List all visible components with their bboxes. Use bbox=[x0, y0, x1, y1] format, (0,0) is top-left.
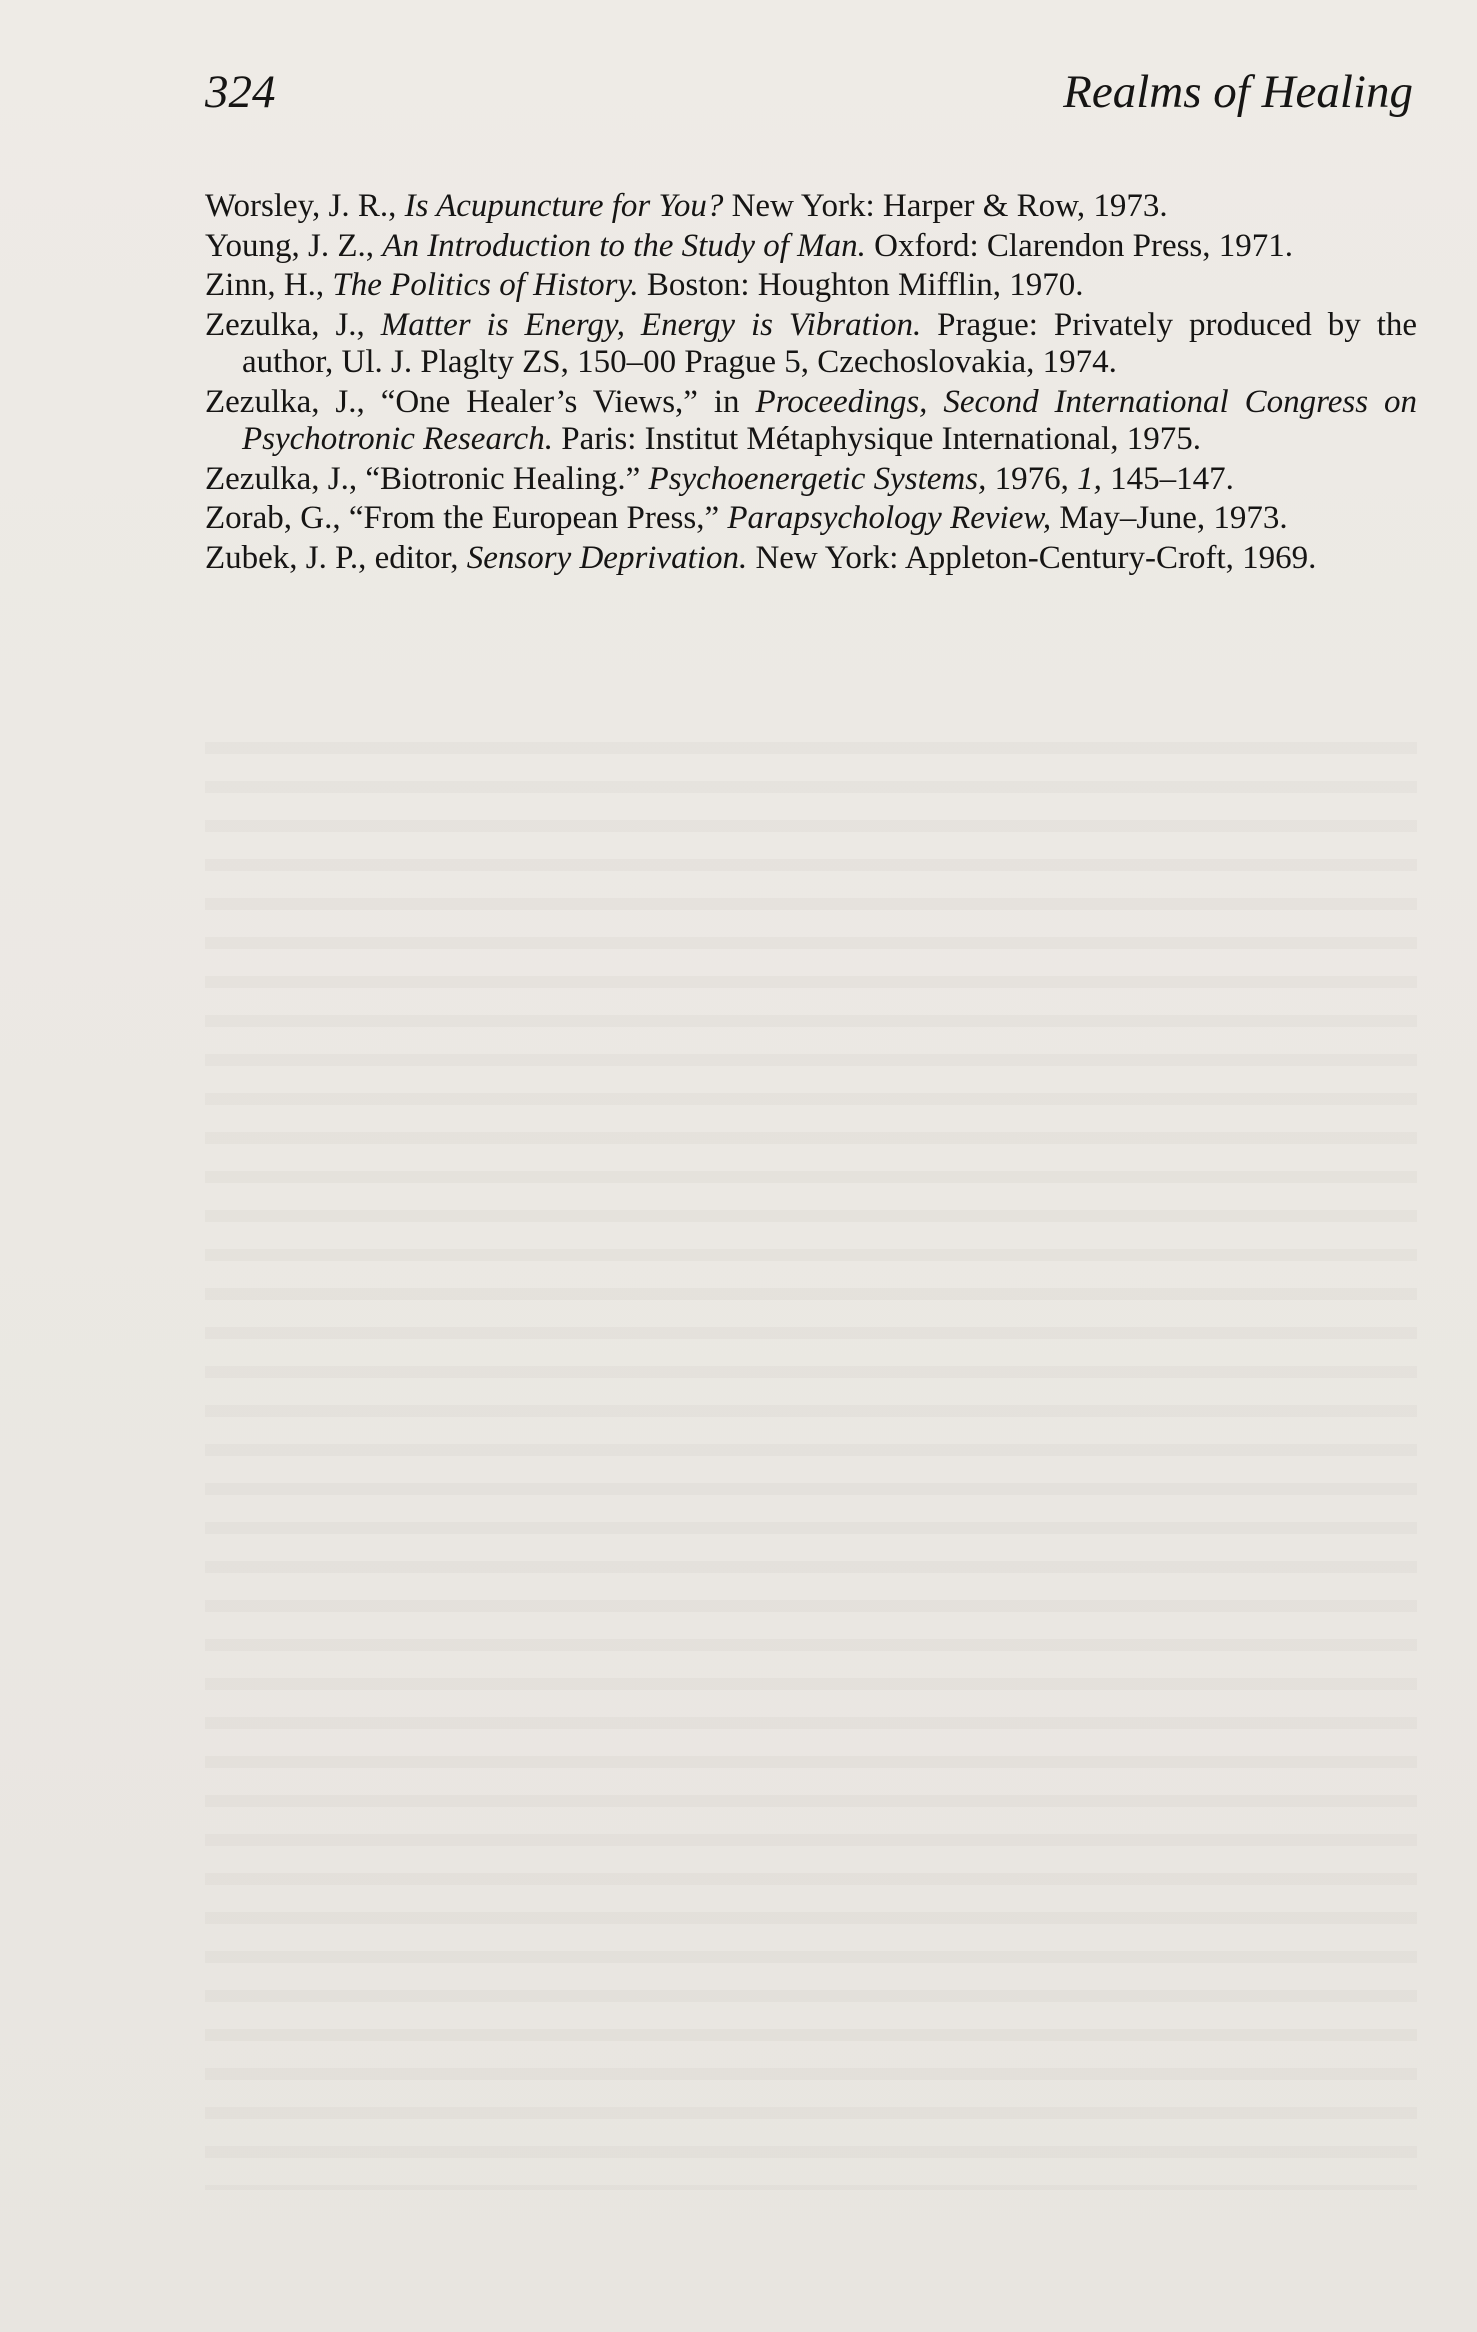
reference-publication: Paris: Institut Métaphysique International, 1975. bbox=[552, 421, 1201, 457]
reference-title: Matter is Energy, Energy is Vibration. bbox=[380, 306, 922, 343]
reference-publication: Boston: Houghton Mifflin, 1970. bbox=[638, 267, 1084, 303]
reference-author: Zinn, H., bbox=[205, 267, 333, 303]
reference-entry bbox=[205, 307, 1417, 382]
reference-author: Zezulka, J., bbox=[205, 306, 381, 343]
page-number: 324 bbox=[205, 66, 276, 118]
reference-publication: Prague: Privately produced by the author, Ul. J. Plaglty ZS, 150–00 Prague 5, Czechoslovakia, 1974. bbox=[242, 306, 1418, 380]
reference-entry bbox=[205, 188, 1417, 226]
reference-entry bbox=[205, 267, 1417, 305]
reverse-side-show-through bbox=[205, 720, 1417, 2190]
reference-year: 1976, bbox=[986, 460, 1078, 497]
reference-title: Sensory Deprivation. bbox=[466, 539, 748, 576]
reference-title: An Introduction to the Study of Man. bbox=[382, 227, 866, 264]
reference-author: Young, J. Z., bbox=[205, 227, 383, 264]
reference-author: Zezulka, J., “Biotronic Healing.” bbox=[205, 460, 649, 497]
reference-pages: 145–147. bbox=[1101, 460, 1234, 497]
reference-author: Worsley, J. R., bbox=[205, 188, 405, 224]
reference-entry bbox=[205, 461, 1417, 499]
reference-publication: Oxford: Clarendon Press, 1971. bbox=[865, 227, 1294, 264]
reference-author: Zorab, G., “From the European Press,” bbox=[205, 500, 728, 536]
reference-publication: May–June, 1973. bbox=[1051, 500, 1288, 536]
reference-title: Psychoenergetic Systems, bbox=[648, 460, 987, 497]
reference-publication: New York: Appleton-Century-Croft, 1969. bbox=[747, 539, 1317, 576]
reference-title: Proceedings, Second International Congress on Psychotronic Research. bbox=[242, 383, 1417, 457]
reference-author: Zezulka, J., “One Healer’s Views,” in bbox=[205, 383, 756, 420]
bibliography-list bbox=[205, 188, 1417, 579]
reference-title: Is Acupuncture for You? bbox=[404, 188, 724, 224]
running-title: Realms of Healing bbox=[1063, 66, 1413, 118]
reference-publication: New York: Harper & Row, 1973. bbox=[723, 188, 1168, 224]
reference-entry bbox=[205, 228, 1417, 266]
reference-title: The Politics of History. bbox=[332, 267, 639, 303]
reference-author: Zubek, J. P., editor, bbox=[205, 539, 467, 576]
reference-entry bbox=[205, 540, 1417, 578]
reference-volume: 1, bbox=[1077, 460, 1102, 497]
page-header bbox=[205, 62, 1413, 122]
reference-entry bbox=[205, 500, 1417, 538]
reference-entry bbox=[205, 384, 1417, 459]
reference-title: Parapsychology Review, bbox=[727, 500, 1052, 536]
